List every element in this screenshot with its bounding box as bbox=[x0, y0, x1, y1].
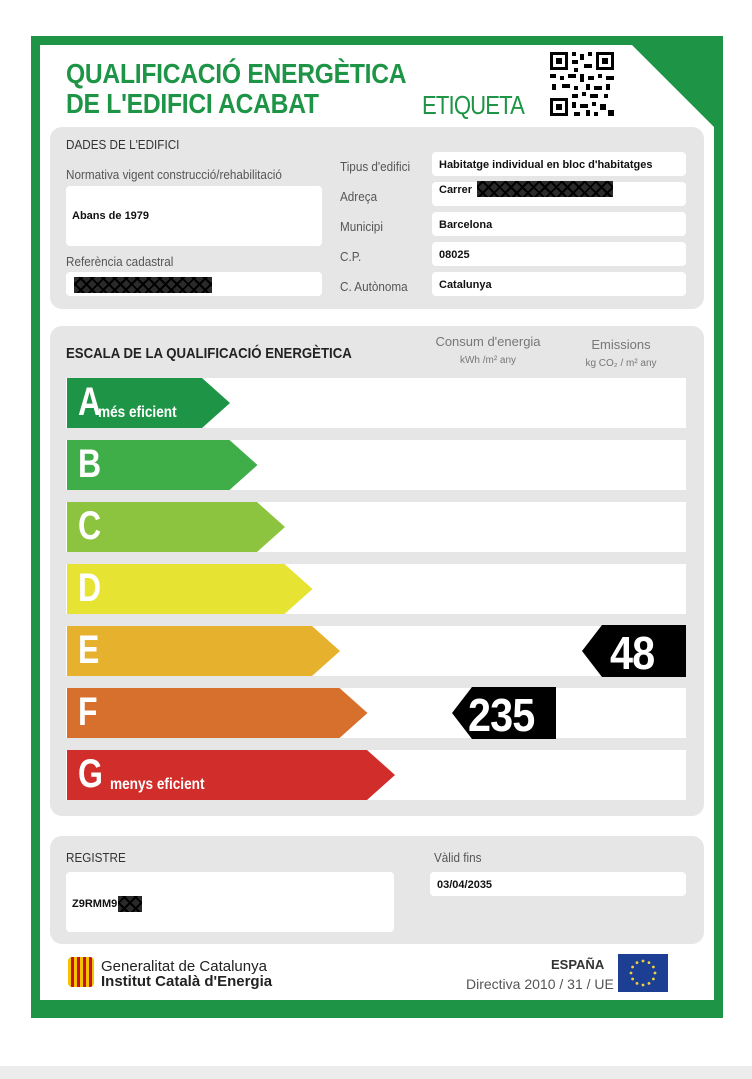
title-line-2: DE L'EDIFICI ACABAT bbox=[66, 88, 319, 119]
class-note-a: més eficient bbox=[98, 404, 177, 421]
building-section-title: DADES DE L'EDIFICI bbox=[66, 137, 180, 152]
eu-star-icon bbox=[636, 961, 639, 964]
tipus-label: Tipus d'edifici bbox=[340, 159, 411, 174]
emissions-header: Emissions bbox=[591, 337, 651, 352]
registre-label: REGISTRE bbox=[66, 850, 126, 865]
cp-value: 08025 bbox=[439, 249, 470, 261]
eu-star-icon bbox=[642, 960, 645, 963]
class-arrow-e bbox=[67, 626, 340, 676]
bottom-strip bbox=[0, 1066, 752, 1079]
eu-star-icon bbox=[648, 961, 651, 964]
class-letter-g: G bbox=[78, 752, 103, 796]
eu-star-icon bbox=[636, 982, 639, 985]
qr-code-icon bbox=[548, 50, 616, 118]
tipus-value: Habitatge individual en bloc d'habitatges bbox=[439, 159, 653, 171]
class-letter-b: B bbox=[78, 442, 102, 486]
valid-label: Vàlid fins bbox=[434, 850, 482, 865]
cp-field bbox=[432, 242, 686, 266]
eu-star-icon bbox=[654, 972, 657, 975]
municipi-label: Municipi bbox=[340, 219, 383, 234]
eu-star-icon bbox=[631, 966, 634, 969]
redacted-adreca bbox=[477, 181, 613, 197]
normativa-value: Abans de 1979 bbox=[72, 210, 150, 222]
cp-label: C.P. bbox=[340, 249, 362, 264]
adreca-value: Carrer bbox=[439, 184, 473, 196]
class-letter-d: D bbox=[78, 566, 102, 610]
municipi-value: Barcelona bbox=[439, 219, 493, 231]
footer-directive: Directiva 2010 / 31 / UE bbox=[466, 976, 614, 992]
eu-star-icon bbox=[642, 984, 645, 987]
catalonia-flag-icon bbox=[68, 957, 94, 987]
emissions-value: 48 bbox=[610, 627, 655, 679]
redacted-registre bbox=[118, 896, 142, 912]
referencia-label: Referència cadastral bbox=[66, 254, 174, 269]
class-letter-a: A bbox=[78, 380, 102, 424]
class-arrow-d bbox=[67, 564, 313, 614]
comunitat-label: C. Autònoma bbox=[340, 279, 408, 294]
eu-star-icon bbox=[648, 982, 651, 985]
consum-value: 235 bbox=[468, 689, 535, 741]
eu-flag-icon bbox=[618, 954, 668, 992]
normativa-label: Normativa vigent construcció/rehabilitació bbox=[66, 167, 282, 182]
comunitat-value: Catalunya bbox=[439, 279, 492, 291]
eu-star-icon bbox=[652, 978, 655, 981]
emissions-unit: kg CO₂ / m² any bbox=[585, 358, 657, 369]
title-line-1: QUALIFICACIÓ ENERGÈTICA bbox=[66, 58, 407, 89]
class-arrow-f bbox=[67, 688, 368, 738]
footer-country: ESPAÑA bbox=[551, 957, 605, 972]
class-letter-c: C bbox=[78, 504, 102, 548]
class-letter-f: F bbox=[78, 690, 98, 734]
subtitle-etiqueta: ETIQUETA bbox=[422, 90, 525, 120]
class-letter-e: E bbox=[78, 628, 100, 672]
footer-institut: Institut Català d'Energia bbox=[101, 973, 273, 990]
footer-generalitat: Generalitat de Catalunya bbox=[101, 958, 267, 975]
adreca-label: Adreça bbox=[340, 189, 378, 204]
valid-value: 03/04/2035 bbox=[437, 879, 493, 891]
class-note-g: menys eficient bbox=[110, 776, 205, 793]
eu-star-icon bbox=[630, 972, 633, 975]
registre-value: Z9RMM9 bbox=[72, 898, 118, 910]
eu-star-icon bbox=[652, 966, 655, 969]
redacted-referencia bbox=[74, 277, 212, 293]
scale-title: ESCALA DE LA QUALIFICACIÓ ENERGÈTICA bbox=[66, 345, 352, 362]
eu-star-icon bbox=[631, 978, 634, 981]
consum-header: Consum d'energia bbox=[435, 334, 541, 349]
consum-unit: kWh /m² any bbox=[459, 355, 517, 366]
